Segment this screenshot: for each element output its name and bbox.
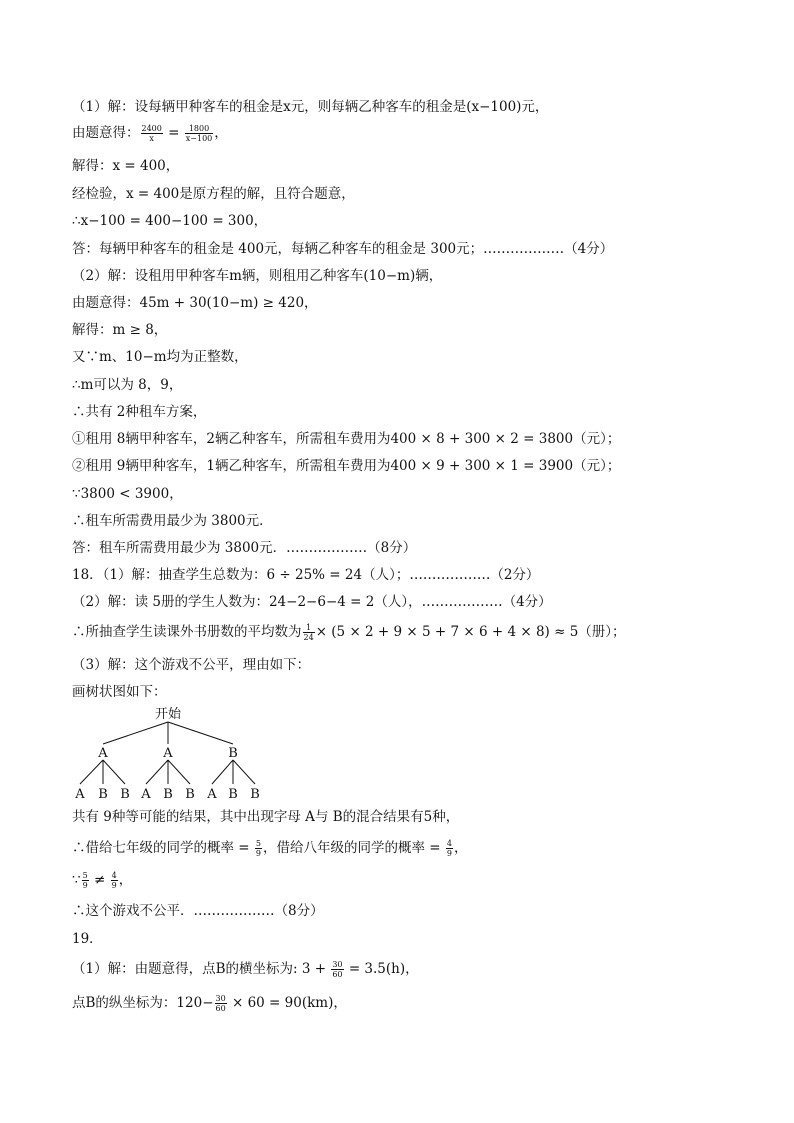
tree-leaf-node: B: [163, 787, 173, 802]
fraction: [303, 623, 315, 642]
compare-line: ∵3800 < 3900，: [72, 486, 183, 502]
tree-diagram: [60, 700, 320, 804]
solution-17-part2-setup: （2）解：设租用甲种客车m辆，则租用乙种客车(10−m)辆，: [72, 268, 443, 284]
check-line: 经检验，x = 400是原方程的解，且符合题意，: [72, 186, 355, 202]
conclusion-line: ∴这个游戏不公平．………………（8分）: [72, 903, 324, 919]
fraction-denominator: 9: [446, 849, 452, 858]
tree-level1-node: B: [228, 746, 238, 761]
text: （1）解：由题意得，点B的横坐标为: 3 +: [72, 961, 331, 977]
fraction: [446, 839, 453, 858]
question-19-heading: 19．: [72, 931, 103, 947]
conclusion-line: ∴租车所需费用最少为 3800元．: [72, 513, 273, 529]
inequality-line: 由题意得：45m + 30(10−m) ≥ 420，: [72, 295, 318, 311]
fraction-denominator: x−100: [185, 134, 213, 143]
point-b-y-line: [72, 994, 347, 1013]
values-line: ∴m可以为 8，9，: [72, 377, 183, 393]
outcomes-line: 共有 9种等可能的结果，其中出现字母 A与 B的混合结果有5种，: [72, 809, 460, 825]
answer-line: 答：每辆甲种客车的租金是 400元，每辆乙种客车的租金是 300元；………………（4分）: [72, 241, 614, 257]
answer-line: 答：租车所需费用最少为 3800元．………………（8分）: [72, 540, 417, 556]
fraction-numerator: 5: [255, 839, 261, 848]
probability-line: [72, 839, 468, 858]
tree-leaf-node: B: [228, 787, 238, 802]
fraction-denominator: 60: [332, 970, 343, 979]
text: 由题意得：: [72, 125, 140, 141]
text: ，: [118, 872, 133, 888]
solve-line: 解得：m ≥ 8，: [72, 322, 168, 338]
plans-count-line: ∴共有 2种租车方案，: [72, 404, 207, 420]
solution-17-part1-setup: （1）解：设每辆甲种客车的租金是x元，则每辆乙种客车的租金是(x−100)元，: [72, 99, 549, 115]
fraction-denominator: 60: [215, 1004, 226, 1013]
fraction-denominator: 24: [303, 633, 314, 642]
fraction-numerator: 2400: [141, 124, 162, 133]
tree-root-label: 开始: [154, 707, 182, 722]
fraction-denominator: x: [149, 134, 154, 143]
tree-leaf-node: B: [120, 787, 130, 802]
fraction-numerator: 5: [82, 871, 88, 880]
average-line: [72, 623, 626, 642]
fraction: [141, 124, 163, 143]
tree-level1-node: A: [98, 746, 108, 761]
fraction: [111, 871, 118, 890]
plan-2-line: ②租用 9辆甲种客车，1辆乙种客车，所需租车费用为400 × 9 + 300 × 1 = 3900（元）；: [72, 458, 621, 474]
point-b-x-line: [72, 960, 419, 979]
fraction-denominator: 9: [82, 881, 88, 890]
fraction: [331, 960, 343, 979]
text: 点B的纵坐标为：120−: [72, 995, 214, 1011]
tree-level1-node: A: [163, 746, 173, 761]
fraction-denominator: 9: [111, 881, 117, 890]
solution-18-part3: （3）解：这个游戏不公平，理由如下：: [72, 657, 311, 673]
text: =: [163, 125, 184, 141]
text: × (5 × 2 + 9 × 5 + 7 × 6 + 4 × 8) ≈ 5（册）；: [315, 624, 626, 640]
solve-line: 解得：x = 400，: [72, 158, 180, 174]
solution-18-part2: （2）解：读 5册的学生人数为：24−2−6−4 = 2（人），………………（4分）: [72, 594, 552, 610]
fraction-denominator: 9: [255, 849, 261, 858]
fraction: [185, 124, 213, 143]
fraction: [215, 994, 227, 1013]
tree-leaf-node: A: [207, 787, 217, 802]
tree-intro-line: 画树状图如下：: [72, 684, 167, 700]
compute-line: ∴x−100 = 400−100 = 300，: [72, 213, 268, 229]
solution-18-part1: 18．（1）解：抽查学生总数为：6 ÷ 25% = 24（人）；………………（2分）: [72, 567, 540, 583]
fraction-numerator: 4: [111, 871, 117, 880]
tree-leaf-node: B: [185, 787, 195, 802]
condition-line: 又∵m、10−m均为正整数，: [72, 349, 248, 365]
equation-setup-line: [72, 124, 228, 143]
fraction-numerator: 30: [215, 994, 226, 1003]
text: ∵: [72, 872, 81, 888]
text: ，: [454, 840, 468, 856]
plan-1-line: ①租用 8辆甲种客车，2辆乙种客车，所需租车费用为400 × 8 + 300 × 2 = 3800（元）；: [72, 431, 621, 447]
text: ≠: [89, 872, 110, 888]
text: ∴借给七年级的同学的概率 =: [72, 840, 254, 856]
tree-leaf-node: B: [250, 787, 260, 802]
text: ∴所抽查学生读课外书册数的平均数为: [72, 624, 302, 640]
tree-leaf-node: A: [141, 787, 151, 802]
fraction-numerator: 1: [303, 623, 315, 633]
fraction-numerator: 4: [446, 839, 452, 848]
text: ，借给八年级的同学的概率 =: [263, 840, 445, 856]
fraction: [82, 871, 89, 890]
tree-leaf-node: B: [98, 787, 108, 802]
fraction-numerator: 1800: [185, 124, 213, 134]
text: = 3.5(h)，: [344, 961, 419, 977]
text: ，: [214, 125, 228, 141]
fraction-numerator: 30: [332, 960, 343, 969]
compare-probability-line: [72, 871, 132, 890]
text: × 60 = 90(km)，: [227, 995, 347, 1011]
tree-leaf-node: A: [75, 787, 85, 802]
fraction: [255, 839, 262, 858]
